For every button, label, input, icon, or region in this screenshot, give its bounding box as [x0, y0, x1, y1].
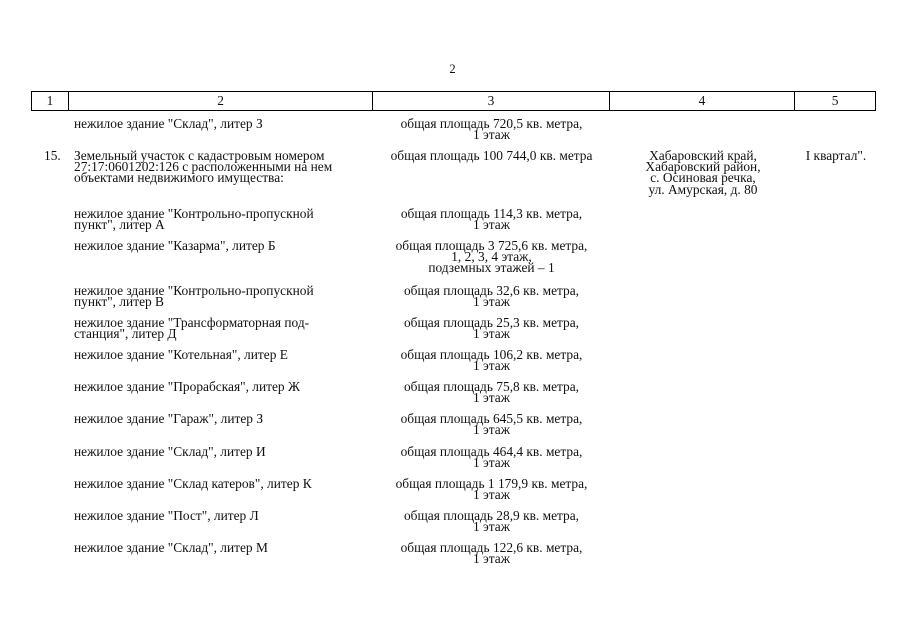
text-line: 1 этаж	[472, 455, 510, 471]
text-line: I квартал".	[805, 148, 867, 163]
building-area	[373, 240, 610, 274]
text-line: 1 этаж	[472, 487, 510, 503]
building-area	[373, 444, 610, 471]
building-name	[74, 542, 374, 553]
building-name	[74, 283, 374, 310]
building-area	[373, 476, 610, 503]
header-cell: 4	[610, 92, 796, 110]
text-line: 1 этаж	[472, 326, 510, 342]
item-area	[373, 150, 610, 161]
building-name	[74, 349, 374, 360]
header-cell: 5	[831, 93, 839, 108]
text-line: общая площадь 720,5 кв. метра,	[400, 116, 583, 131]
building-name	[74, 446, 374, 457]
text-line: пункт", литер А	[74, 217, 165, 233]
text-line: общая площадь 114,3 кв. метра,	[400, 206, 583, 221]
building-name	[74, 118, 374, 129]
text-line: Хабаровский район,	[645, 159, 761, 175]
text-line: нежилое здание "Склад", литер М	[74, 540, 268, 555]
text-line: 1, 2, 3, 4 этаж,	[451, 249, 532, 265]
text-line: общая площадь 3 725,6 кв. метра,	[395, 238, 588, 253]
text-line: 1 этаж	[472, 217, 510, 233]
building-area	[373, 379, 610, 406]
text-line: ул. Амурская, д. 80	[648, 181, 758, 197]
text-line: общая площадь 122,6 кв. метра,	[400, 540, 583, 555]
text-line: 1 этаж	[472, 551, 510, 567]
building-name	[74, 206, 374, 233]
building-name	[74, 381, 374, 392]
text-line: общая площадь 464,4 кв. метра,	[400, 444, 583, 459]
table-header-row	[31, 91, 876, 111]
header-cell: 3	[373, 92, 609, 110]
item-term	[796, 150, 876, 161]
text-line: нежилое здание "Склад", литер И	[74, 444, 266, 459]
text-line: 1 этаж	[472, 294, 510, 310]
text-line: общая площадь 100 744,0 кв. метра	[390, 148, 593, 163]
item-name	[74, 150, 374, 184]
building-area	[373, 206, 610, 233]
text-line: 1 этаж	[472, 390, 510, 406]
text-line: нежилое здание "Склад", литер З	[74, 116, 263, 131]
building-name	[74, 510, 374, 521]
text-line: станция", литер Д	[74, 326, 177, 342]
text-line: подземных этажей – 1	[428, 260, 555, 276]
text-line: общая площадь 75,8 кв. метра,	[403, 379, 580, 394]
building-area	[373, 508, 610, 535]
item-address	[610, 150, 796, 195]
text-line: нежилое здание "Гараж", литер З	[74, 411, 264, 426]
text-line: нежилое здание "Контрольно-пропускной	[74, 283, 314, 298]
text-line: общая площадь 25,3 кв. метра,	[403, 315, 580, 330]
text-line: 1 этаж	[472, 422, 510, 438]
building-area	[373, 347, 610, 374]
building-area	[373, 116, 610, 143]
building-area	[373, 411, 610, 438]
text-line: нежилое здание "Пост", литер Л	[74, 508, 259, 523]
text-line: общая площадь 32,6 кв. метра,	[403, 283, 580, 298]
building-name	[74, 478, 374, 489]
text-line: общая площадь 28,9 кв. метра,	[403, 508, 580, 523]
text-line: 1 этаж	[472, 127, 510, 143]
building-name	[74, 413, 374, 424]
text-line: общая площадь 106,2 кв. метра,	[400, 347, 583, 362]
building-name	[74, 240, 374, 251]
text-line: нежилое здание "Котельная", литер Е	[74, 347, 288, 362]
page-number: 2	[449, 62, 456, 76]
text-line: Земельный участок с кадастровым номером	[74, 148, 325, 163]
text-line: нежилое здание "Склад катеров", литер К	[74, 476, 312, 491]
text-line: 27:17:0601202:126 с расположенными на нем	[74, 159, 333, 175]
text-line: нежилое здание "Контрольно-пропускной	[74, 206, 314, 221]
text-line: Хабаровский край,	[649, 148, 757, 163]
text-line: нежилое здание "Трансформаторная под-	[74, 315, 310, 330]
header-cell: 1	[32, 92, 69, 110]
text-line: нежилое здание "Казарма", литер Б	[74, 238, 276, 253]
text-line: с. Осиновая речка,	[650, 170, 756, 186]
item-number: 15.	[44, 148, 61, 163]
text-line: нежилое здание "Прорабская", литер Ж	[74, 379, 300, 394]
text-line: 1 этаж	[472, 358, 510, 374]
building-name	[74, 315, 374, 342]
building-area	[373, 283, 610, 310]
building-area	[373, 315, 610, 342]
text-line: объектами недвижимого имущества:	[74, 170, 284, 186]
text-line: общая площадь 1 179,9 кв. метра,	[395, 476, 588, 491]
text-line: общая площадь 645,5 кв. метра,	[400, 411, 583, 426]
building-area	[373, 540, 610, 567]
header-cell: 2	[69, 92, 373, 110]
text-line: пункт", литер В	[74, 294, 164, 310]
text-line: 1 этаж	[472, 519, 510, 535]
